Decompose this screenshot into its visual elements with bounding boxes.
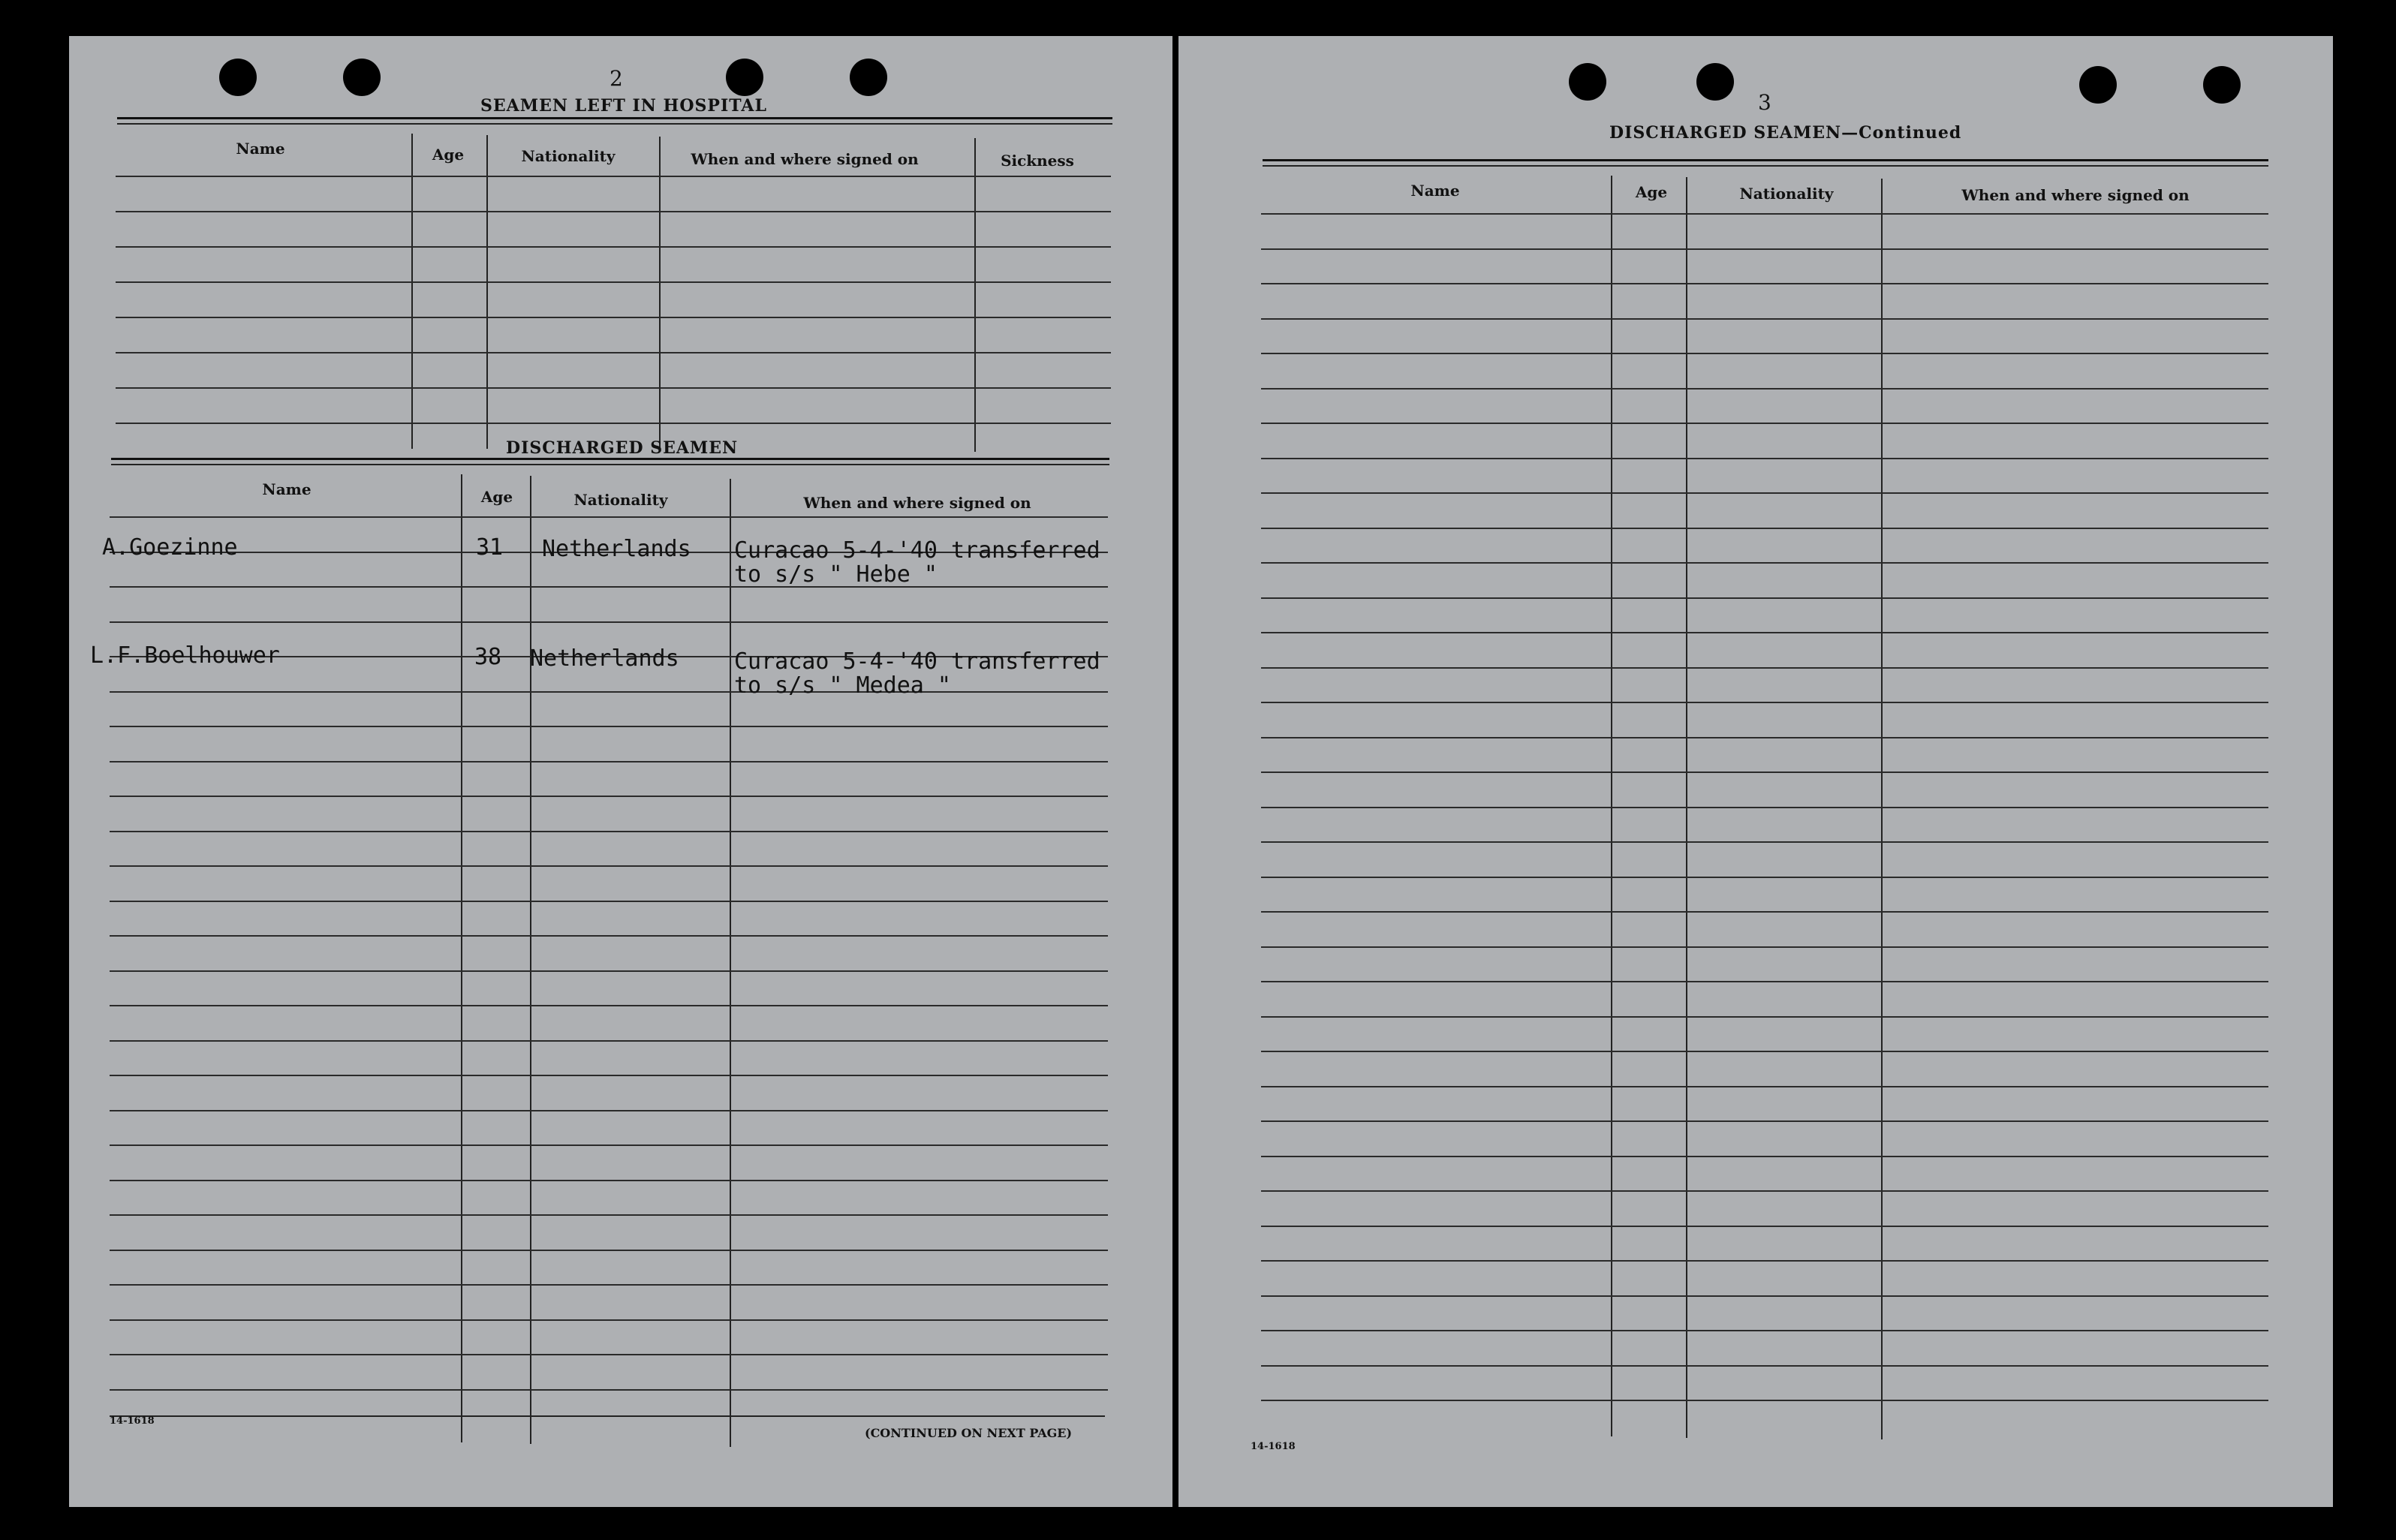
row-line bbox=[110, 1214, 1108, 1216]
row-line bbox=[110, 970, 1108, 972]
row-line bbox=[1261, 877, 2268, 878]
row-line bbox=[1261, 458, 2268, 459]
row-line bbox=[110, 1319, 1108, 1321]
row-line bbox=[116, 281, 1111, 283]
column-divider bbox=[659, 137, 661, 450]
hospital-col-name: Name bbox=[236, 140, 285, 158]
row-line bbox=[1261, 702, 2268, 703]
row-line bbox=[110, 1354, 1108, 1355]
right-col-signed-on: When and where signed on bbox=[1961, 186, 2190, 204]
row-line bbox=[1261, 737, 2268, 738]
row-line bbox=[1261, 1016, 2268, 1018]
row-line bbox=[1261, 667, 2268, 669]
hospital-section-title: SEAMEN LEFT IN HOSPITAL bbox=[480, 96, 767, 116]
row-line bbox=[110, 901, 1108, 902]
row-line bbox=[1261, 1086, 2268, 1087]
column-divider bbox=[486, 135, 488, 449]
row-line bbox=[110, 1284, 1108, 1286]
row-line bbox=[110, 1180, 1108, 1181]
row-line bbox=[1261, 388, 2268, 390]
row-line bbox=[1261, 353, 2268, 354]
row-line bbox=[1261, 1330, 2268, 1331]
row-line bbox=[1261, 1400, 2268, 1401]
right-page bbox=[1178, 36, 2333, 1507]
row-line bbox=[1261, 1260, 2268, 1262]
right-section-title: DISCHARGED SEAMEN—Continued bbox=[1609, 123, 1962, 143]
entry-signed-on-cont: to s/s " Medea " bbox=[734, 672, 951, 699]
form-number: 14-1618 bbox=[1251, 1441, 1296, 1452]
table-rule bbox=[111, 458, 1109, 460]
row-line bbox=[110, 1110, 1108, 1111]
table-rule bbox=[117, 117, 1112, 119]
hospital-col-nationality: Nationality bbox=[521, 147, 616, 165]
page-number: 2 bbox=[610, 66, 623, 91]
row-line bbox=[110, 621, 1108, 623]
continued-note: (CONTINUED ON NEXT PAGE) bbox=[865, 1426, 1073, 1440]
row-line bbox=[116, 317, 1111, 318]
table-rule bbox=[117, 123, 1112, 125]
hospital-col-sickness: Sickness bbox=[1001, 152, 1074, 170]
row-line bbox=[1261, 318, 2268, 320]
row-line bbox=[1261, 1365, 2268, 1367]
discharged-col-name: Name bbox=[262, 480, 312, 498]
row-line bbox=[1261, 492, 2268, 494]
row-line bbox=[1261, 562, 2268, 564]
right-col-age: Age bbox=[1635, 183, 1668, 201]
punch-hole bbox=[343, 59, 381, 96]
row-line bbox=[1261, 597, 2268, 599]
table-rule bbox=[1263, 159, 2268, 161]
row-line bbox=[1261, 1190, 2268, 1192]
table-bottom-rule bbox=[110, 1415, 1105, 1417]
column-divider bbox=[411, 134, 413, 449]
entry-age: 31 bbox=[476, 534, 504, 561]
right-col-name: Name bbox=[1410, 182, 1460, 200]
row-line bbox=[1261, 632, 2268, 633]
entry-name: L.F.Boelhouwer bbox=[90, 642, 280, 669]
punch-hole bbox=[219, 59, 257, 96]
entry-name: A.Goezinne bbox=[102, 534, 238, 561]
entry-signed-on-cont: to s/s " Hebe " bbox=[734, 561, 938, 588]
row-line bbox=[110, 865, 1108, 867]
row-line bbox=[116, 423, 1111, 424]
row-line bbox=[110, 726, 1108, 727]
row-line bbox=[1261, 283, 2268, 284]
right-col-nationality: Nationality bbox=[1739, 185, 1834, 203]
row-line bbox=[110, 1144, 1108, 1146]
row-line bbox=[110, 1250, 1108, 1251]
punch-hole bbox=[1696, 63, 1734, 101]
entry-nationality: Netherlands bbox=[542, 536, 691, 562]
row-line bbox=[110, 516, 1108, 518]
column-divider bbox=[974, 138, 976, 452]
punch-hole bbox=[2079, 66, 2117, 104]
row-line bbox=[110, 761, 1108, 762]
row-line bbox=[110, 831, 1108, 832]
row-line bbox=[1261, 1156, 2268, 1157]
table-rule bbox=[111, 464, 1109, 465]
row-line bbox=[1261, 772, 2268, 773]
row-line bbox=[116, 352, 1111, 353]
row-line bbox=[1261, 946, 2268, 948]
row-line bbox=[116, 176, 1111, 177]
row-line bbox=[1261, 423, 2268, 424]
row-line bbox=[116, 211, 1111, 212]
punch-hole bbox=[1569, 63, 1606, 101]
row-line bbox=[110, 1389, 1108, 1391]
entry-signed-on: Curacao 5-4-'40 transferred bbox=[734, 537, 1100, 564]
hospital-col-signed-on: When and where signed on bbox=[691, 150, 919, 168]
punch-hole bbox=[726, 59, 763, 96]
row-line bbox=[1261, 528, 2268, 529]
row-line bbox=[1261, 1226, 2268, 1227]
row-line bbox=[1261, 1295, 2268, 1297]
row-line bbox=[1261, 213, 2268, 215]
column-divider bbox=[1881, 179, 1883, 1439]
row-line bbox=[110, 1075, 1108, 1076]
row-line bbox=[110, 796, 1108, 797]
row-line bbox=[110, 935, 1108, 937]
row-line bbox=[1261, 1051, 2268, 1052]
table-rule bbox=[1263, 165, 2268, 167]
discharged-col-age: Age bbox=[480, 488, 513, 506]
entry-age: 38 bbox=[474, 644, 502, 670]
row-line bbox=[1261, 841, 2268, 843]
row-line bbox=[110, 1040, 1108, 1042]
discharged-col-signed-on: When and where signed on bbox=[803, 494, 1031, 512]
page-number: 3 bbox=[1758, 90, 1771, 115]
left-page bbox=[69, 36, 1172, 1507]
row-line bbox=[1261, 248, 2268, 250]
form-number: 14-1618 bbox=[110, 1415, 155, 1427]
entry-signed-on: Curacao 5-4-'40 transferred bbox=[734, 648, 1100, 675]
punch-hole bbox=[850, 59, 887, 96]
row-line bbox=[1261, 911, 2268, 913]
row-line bbox=[1261, 1120, 2268, 1122]
column-divider bbox=[730, 479, 731, 1447]
row-line bbox=[116, 387, 1111, 389]
discharged-col-nationality: Nationality bbox=[573, 491, 668, 509]
row-line bbox=[1261, 981, 2268, 982]
row-line bbox=[110, 691, 1108, 693]
row-line bbox=[110, 1005, 1108, 1006]
hospital-col-age: Age bbox=[432, 146, 465, 164]
column-divider bbox=[461, 474, 462, 1442]
row-line bbox=[110, 586, 1108, 588]
row-line bbox=[1261, 807, 2268, 808]
entry-nationality: Netherlands bbox=[530, 645, 679, 672]
punch-hole bbox=[2203, 66, 2241, 104]
discharged-section-title: DISCHARGED SEAMEN bbox=[506, 438, 739, 458]
row-line bbox=[116, 246, 1111, 248]
